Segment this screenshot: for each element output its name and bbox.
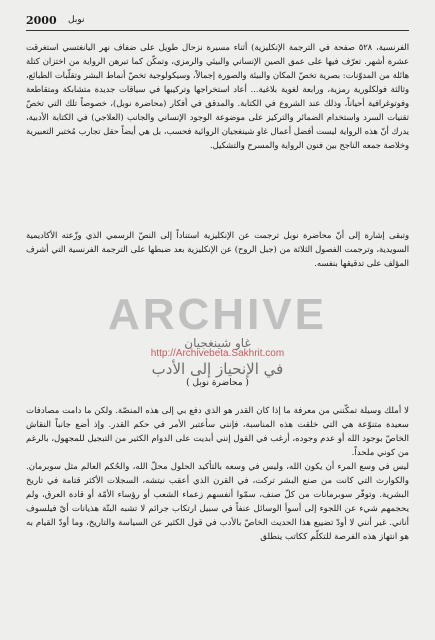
article-author: غاو شينغجيان [184, 336, 251, 350]
page-header [26, 12, 409, 31]
header-year: 2000 [26, 14, 57, 27]
article-title: في الإنحياز إلى الأدب [151, 360, 284, 378]
archive-watermark [0, 270, 435, 390]
body-paragraph-2: ليس في وسع المرء أن يكون الله، وليس في وسعه بالتأكيد الحلول محلّ الله، والحُكم العالم مثل سوبرمان. والكوارث التي كانت من صنع البشر تركت، في القرن الذي أعقب نيتشه، السجلات الأكثر قتامة في تاريخ البشرية. وتوفّر سوبرمانات من كلّ صنف، سمّوا أنفسهم زعماء الشعب أو رؤساء الأمّة أو قادة العرق، ولم يحجمهم شيء عن اللجوء إلى أسوأ الوسائل عنفاً في سبيل ارتكاب جرائم لا تشبه البتّة هذيانات أيّ فيلسوف أناني. غير أنني لا أودّ تضييع هذا الحديث الخاصّ بالأدب في قول الكثير عن السياسة والتاريخ، وما أودّ القيام به هو انتهاز هذه الفرصة للتكلّم ككاتب ينطلق [26, 462, 409, 542]
watermark-url: http://Archivebeta.Sakhrit.com [150, 348, 285, 359]
watermark-archive-logo: ARCHIVE [107, 290, 328, 339]
intro-paragraph-2: وتبقى إشارة إلى أنّ محاضرة نوبل ترجمت عن الإنكليزية استناداً إلى النصّ الرسمي الذي وزّعته الأكاديمية السويدية، وترجمت الفصول الثلاثة من (جبل الروح) عن الإنكليزية بعد ضبطها على الترجمة الفرنسية التي أشرف المؤلف على تدقيقها بنفسه. [26, 230, 409, 268]
body-paragraph-1: لا أملك وسيلة تمكّنني من معرفة ما إذا كان القدر هو الذي دفع بي إلى هذه المنصّة. ولكن ما دامت مصادفات سعيدة متنوّعة هي التي خلقت هذه المناسبة، فإنني سأعتبر الأمر في حكم القدر. وإذ أضع جانباً النقاش الخاصّ بوجود الله أو عدم وجوده، أرغب في القول إنني أبديت على الدوام الكثير من التبجيل للمجهول، بالرغم من كوني ملحداً. [26, 406, 409, 458]
article-subtitle: ( محاضرة نوبل ) [186, 378, 249, 388]
header-label: نوبل [68, 15, 85, 25]
intro-paragraph-1: الفرنسية، ٥٢٨ صفحة في الترجمة الإنكليزية) أثناء مسيرة نزحال طويل على ضفاف نهر اليانغتسي استغرقت عشرة أشهر. تعرّف فيها على عمق الصين الإنساني والبيئي والرمزي، وتمكّن كما تبرهن الرواية من اختزان كتلة هائلة من المدوّنات: بصرية تخصّ المكان والبيئة والصورة إجمالاً، وسيكولوجية تخصّ أنماط البشر وتقلّبات الطبائع، وثالثة فولكلورية رمزية، ورابعة لغوية بلاغية... أعاد استخراجها وتركيبها في سياقات جديدة متشابكة ومتقاطعة وفوتوغرافية أحياناً، وذلك عند الشروع في الكتابة. والمدقق في أفكار (محاضرة نوبل)، خصوصاً تلك التي تخصّ تقنيات السرد واستخدام الضمائر والتركيز على موضوعة الوجود الإنساني والجانب (العلاجي) في الكتابة الأدبية، يدرك أنّ هذه الرواية ليست أفضل أعمال غاو شينغجيان الروائية فحسب، بل هي أيضاً حقل تجارب مُختبر التعبيرية وخلاصة جمعه الناجح بين فنون الرواية والمسرح والتشكيل. [26, 42, 409, 150]
